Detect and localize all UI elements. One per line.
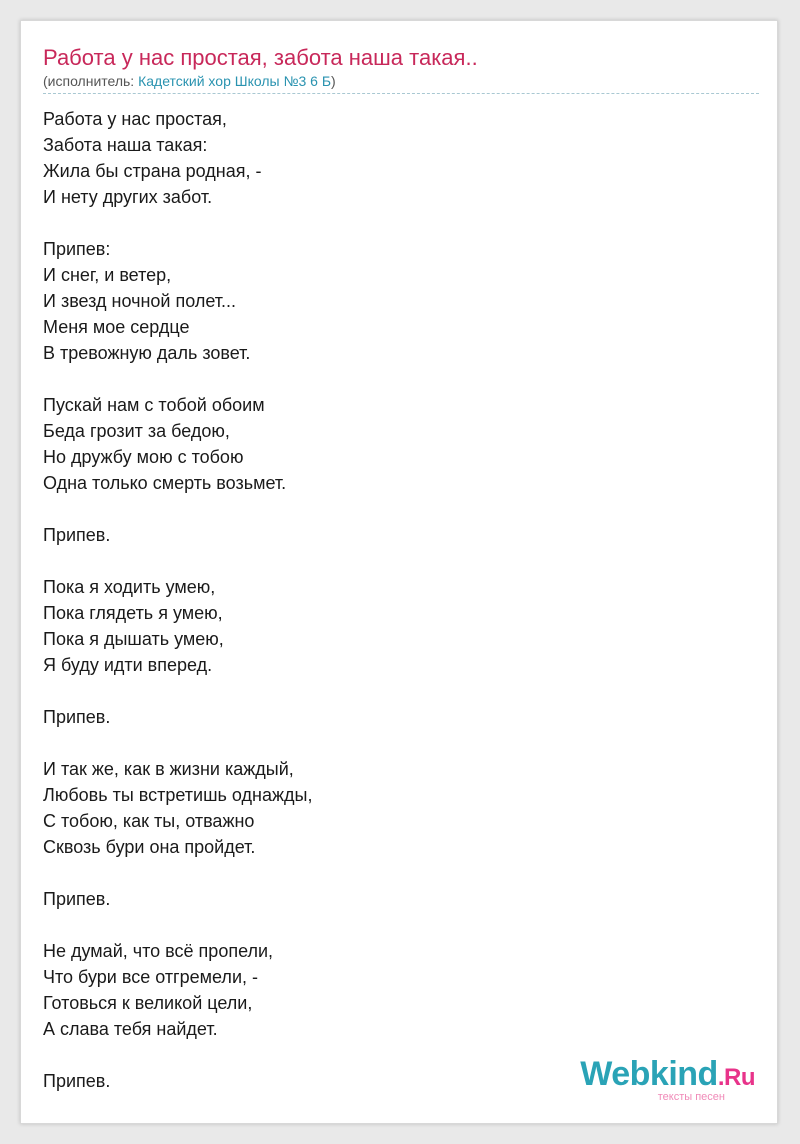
lyric-line xyxy=(43,366,312,392)
artist-prefix: (исполнитель: xyxy=(43,73,139,89)
lyric-line: И звезд ночной полет... xyxy=(43,291,236,311)
lyric-line: В тревожную даль зовет. xyxy=(43,343,251,363)
logo-tagline: тексты песен xyxy=(657,1091,725,1103)
lyric-line: Припев. xyxy=(43,707,111,727)
artist-line xyxy=(43,73,336,89)
lyric-line: Я буду идти вперед. xyxy=(43,655,213,675)
lyric-line xyxy=(43,860,312,886)
lyric-line: Но дружбу мою с тобою xyxy=(43,447,244,467)
lyric-line: И нету других забот. xyxy=(43,187,213,207)
lyric-line xyxy=(43,1042,312,1068)
lyric-line: Припев. xyxy=(43,1071,111,1091)
lyric-line: Пока я дышать умею, xyxy=(43,629,224,649)
lyric-line: Готовься к великой цели, xyxy=(43,993,253,1013)
lyric-line: Припев: xyxy=(43,239,111,259)
lyric-line: И снег, и ветер, xyxy=(43,265,172,285)
artist-suffix: ) xyxy=(331,73,336,89)
lyric-line: Припев. xyxy=(43,525,111,545)
lyric-line: Меня мое сердце xyxy=(43,317,190,337)
lyric-line xyxy=(43,496,312,522)
lyric-line: Пускай нам с тобой обоим xyxy=(43,395,265,415)
lyric-line: Любовь ты встретишь однажды, xyxy=(43,785,313,805)
lyrics-body xyxy=(43,106,312,1094)
lyric-line: Сквозь бури она пройдет. xyxy=(43,837,256,857)
lyric-line: Жила бы страна родная, - xyxy=(43,161,262,181)
artist-link[interactable]: Кадетский хор Школы №3 6 Б xyxy=(138,73,332,89)
lyric-line xyxy=(43,678,312,704)
lyric-line: Одна только смерть возьмет. xyxy=(43,473,287,493)
title-divider xyxy=(43,93,759,94)
lyric-line: Пока я ходить умею, xyxy=(43,577,216,597)
lyric-line: Не думай, что всё пропели, xyxy=(43,941,274,961)
lyric-line: Беда грозит за бедою, xyxy=(43,421,230,441)
lyric-line: И так же, как в жизни каждый, xyxy=(43,759,294,779)
lyric-line xyxy=(43,548,312,574)
lyric-line xyxy=(43,912,312,938)
logo-name: Webkind xyxy=(580,1055,718,1093)
lyrics-card xyxy=(20,20,778,1124)
song-title: Работа у нас простая, забота наша такая.. xyxy=(43,45,478,70)
logo-tld: .Ru xyxy=(717,1064,755,1091)
site-logo[interactable] xyxy=(580,1057,755,1103)
logo-wordmark xyxy=(580,1057,755,1095)
lyric-line: Что бури все отгремели, - xyxy=(43,967,258,987)
lyric-line: Пока глядеть я умею, xyxy=(43,603,223,623)
lyric-line: Припев. xyxy=(43,889,111,909)
lyric-line: С тобою, как ты, отважно xyxy=(43,811,255,831)
lyric-line: А слава тебя найдет. xyxy=(43,1019,218,1039)
lyric-line xyxy=(43,730,312,756)
lyric-line: Работа у нас простая, xyxy=(43,109,227,129)
lyric-line: Забота наша такая: xyxy=(43,135,208,155)
lyric-line xyxy=(43,210,312,236)
